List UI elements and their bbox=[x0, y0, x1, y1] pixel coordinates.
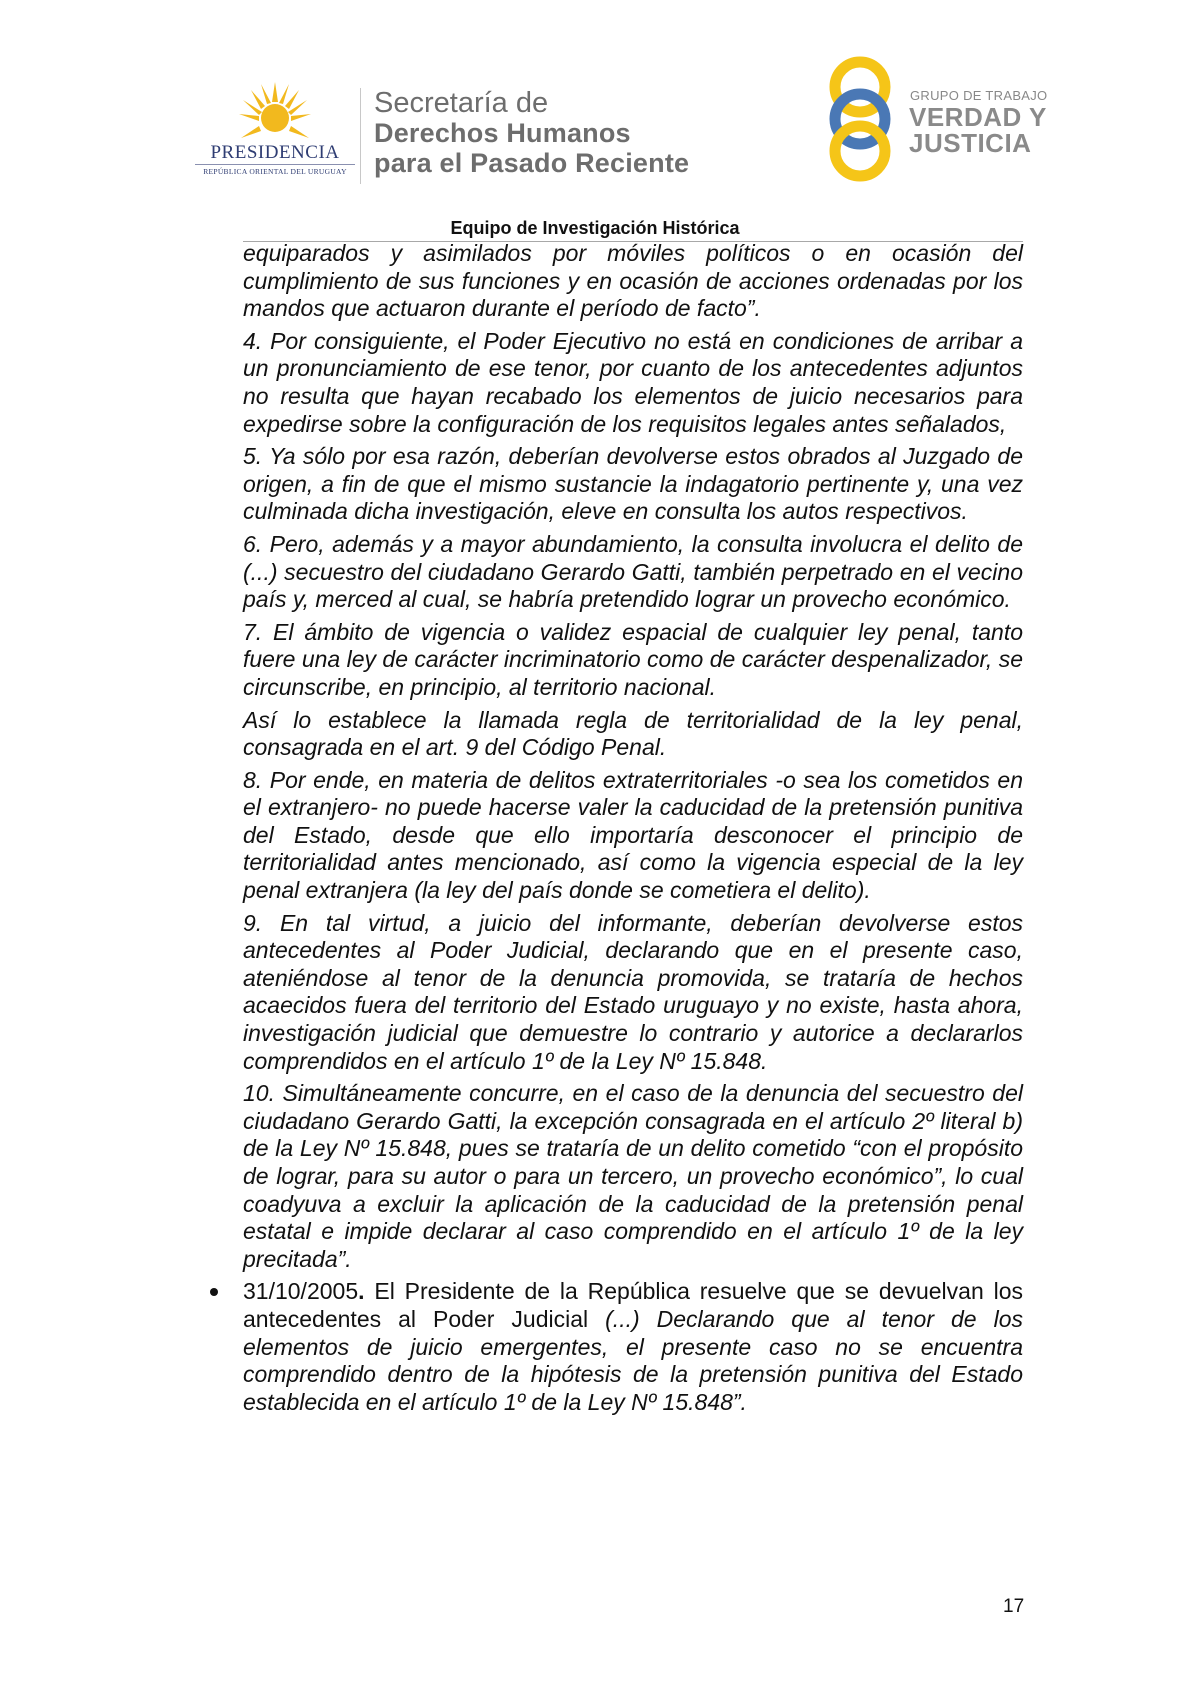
paragraph-7: 7. El ámbito de vigencia o validez espacial de cualquier ley penal, tanto fuere una ley de carácter incriminatorio como de carácter despenalizador, se circunscribe, en principio, al territorio nacional. bbox=[243, 618, 1023, 700]
paragraph-7-continued: Así lo establece la llamada regla de territorialidad de la ley penal, consagrada en el art. 9 del Código Penal. bbox=[243, 706, 1023, 761]
paragraph-continuation: equiparados y asimilados por móviles políticos o en ocasión del cumplimiento de sus funciones y en ocasión de acciones ordenadas por los mandos que actuaron durante el período de facto”. bbox=[243, 240, 1023, 322]
header-divider bbox=[360, 88, 361, 184]
bullet-date-period: . bbox=[358, 1278, 365, 1305]
bullet-icon bbox=[210, 1288, 218, 1296]
paragraph-4: 4. Por consiguiente, el Poder Ejecutivo no está en condiciones de arribar a un pronunciamiento de ese tenor, por cuanto de los antecedentes adjuntos no resulta que hayan recabado los elementos de juicio necesarios para expedirse sobre la configuración de los requisitos legales antes señalados, bbox=[243, 327, 1023, 437]
secretaria-logo-text bbox=[374, 88, 689, 178]
page-header bbox=[0, 0, 1190, 238]
verdad-y-label: VERDAD Y bbox=[909, 102, 1047, 132]
presidencia-subtitle: REPÚBLICA ORIENTAL DEL URUGUAY bbox=[203, 167, 347, 176]
presidencia-name: PRESIDENCIA bbox=[210, 142, 340, 163]
paragraph-6: 6. Pero, además y a mayor abundamiento, la consulta involucra el delito de (...) secuestro del ciudadano Gerardo Gatti, también perpetrado en el vecino país y, merced al cual, se habría pretendido lograr un provecho económico. bbox=[243, 530, 1023, 613]
secretaria-line-3: para el Pasado Reciente bbox=[374, 148, 690, 178]
bullet-text bbox=[243, 1278, 1023, 1416]
page-number: 17 bbox=[1003, 1596, 1025, 1617]
paragraph-5: 5. Ya sólo por esa razón, deberían devolverse estos obrados al Juzgado de origen, a fin de que el mismo sustancie la indagatorio pertinente y, una vez culminada dicha investigación, eleve en consulta los autos respectivos. bbox=[243, 443, 1023, 525]
paragraph-8: 8. Por ende, en materia de delitos extraterritoriales -o sea los cometidos en el extranjero- no puede hacerse valer la caducidad de la pretensión punitiva del Estado, desde que ello importaría desconocer el principio de territorialidad antes mencionado, así como la vigencia especial de la ley penal extranjera (la ley del país donde se cometiera el delito). bbox=[243, 766, 1023, 904]
grupo-de-trabajo-label: GRUPO DE TRABAJO bbox=[910, 88, 1048, 103]
team-title: Equipo de Investigación Histórica bbox=[450, 218, 740, 238]
verdad-y-justicia-logo bbox=[820, 55, 1050, 185]
justicia-label: JUSTICIA bbox=[909, 128, 1032, 158]
paragraph-10: 10. Simultáneamente concurre, en el caso de la denuncia del secuestro del ciudadano Gerardo Gatti, la excepción consagrada en el artículo 2º literal b) de la Ley Nº 15.848, pues se trataría de un delito cometido “con el propósito de lograr, para su autor o para un tercero, un provecho económico”, lo cual coadyuva a excluir la aplicación de la caducidad de la pretensión penal estatal e impide declarar al caso comprendido en el artículo 1º de la ley precitada”. bbox=[243, 1080, 1023, 1272]
bullet-quote: (...) Declarando que al tenor de los elementos de juicio emergentes, el presente caso no se encuentra comprendido dentro de la hipótesis de la pretensión punitiva del Estado establecida en el artículo 1º de la Ley Nº 15.848”. bbox=[243, 1305, 1023, 1415]
secretaria-line-1: Secretaría de bbox=[374, 87, 549, 119]
presidencia-logo bbox=[195, 80, 355, 185]
list-item bbox=[243, 1278, 1023, 1416]
secretaria-line-2: Derechos Humanos bbox=[374, 118, 631, 148]
paragraph-9: 9. En tal virtud, a juicio del informante, deberían devolverse estos antecedentes al Poder Judicial, declarando que en el presente caso, ateniéndose al tenor de la denuncia promovida, se trataría de hechos acaecidos fuera del territorio del Estado uruguayo y no existe, hasta ahora, investigación judicial que demuestre lo contrario y autorice a declararlos comprendidos en el artículo 1º de la Ley Nº 15.848. bbox=[243, 909, 1023, 1074]
bullet-upright-text: El Presidente de la República resuelve que se devuelvan los antecedentes al Poder Judicial bbox=[243, 1278, 1023, 1332]
presidencia-rule bbox=[195, 164, 355, 165]
sun-emblem-icon bbox=[237, 80, 313, 150]
document-body bbox=[243, 240, 1023, 1416]
bullet-date: 31/10/2005 bbox=[243, 1278, 359, 1305]
linked-rings-icon bbox=[820, 55, 900, 183]
